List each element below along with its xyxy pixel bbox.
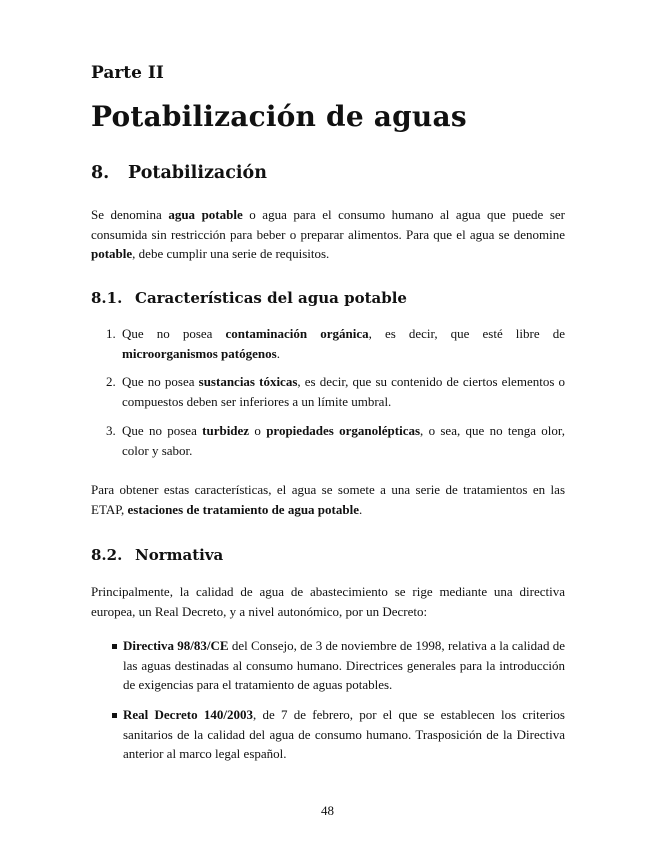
- section-title: Características del agua potable: [135, 289, 407, 307]
- text-run: , es decir, que esté libre de: [368, 326, 565, 341]
- text-run: , de 7 de febrero, por el que se establecen los criterios sanitarios de la calidad del agua de consumo humano. Trasposición de la Directiva anterior al marco legal español.: [123, 707, 565, 761]
- bold-term: Real Decreto 140/2003: [123, 707, 253, 722]
- bold-term: agua potable: [168, 207, 243, 222]
- section-title: Potabilización: [128, 163, 267, 183]
- text-run: .: [276, 345, 280, 361]
- text-run: .: [358, 501, 363, 517]
- section-8-2-intro: Principalmente, la calidad de agua de abastecimiento se rige mediante una directiva europea, un Real Decreto, y a nivel autonómico, por un Decreto:: [91, 584, 565, 619]
- list-item: [106, 324, 565, 363]
- bullet-square-icon: [112, 644, 117, 649]
- list-item: [106, 372, 565, 411]
- list-item: [108, 636, 565, 695]
- text-run: Se denomina: [91, 207, 169, 222]
- text-run: , debe cumplir una serie de requisitos.: [132, 246, 330, 261]
- list-item: [106, 421, 565, 460]
- list-marker: 1.: [106, 326, 116, 341]
- section-8-heading: [91, 163, 267, 183]
- section-number: 8.: [91, 163, 110, 183]
- section-title: Normativa: [135, 546, 224, 564]
- section-8-1-heading: [91, 289, 407, 307]
- text-run: o: [249, 423, 267, 438]
- text-run: del Consejo, de 3 de noviembre de 1998, relativa a la calidad de las aguas destinadas al consumo humano. Directrices generales para la introducción de exigencias para el tratamiento de aguas potables.: [123, 638, 565, 692]
- part-title: Potabilización de aguas: [91, 100, 467, 133]
- text-run: , o sea, que no tenga olor, color y sabor.: [122, 423, 565, 458]
- bold-term: sustancias tóxicas: [198, 374, 298, 389]
- list-marker: 2.: [106, 374, 116, 389]
- bold-term: contaminación orgánica: [225, 326, 369, 341]
- bold-term: microorganismos patógenos: [122, 345, 277, 361]
- bold-term: estaciones de tratamiento de agua potable: [127, 501, 359, 517]
- text-run: o agua para el consumo humano al agua que puede ser consumida sin restricción para beber o preparar alimentos. Para que el agua se denomine: [91, 207, 565, 242]
- part-label: Parte II: [91, 63, 164, 83]
- bold-term: propiedades organolépticas: [266, 423, 421, 438]
- bullet-square-icon: [112, 713, 117, 718]
- page-number: 48: [321, 803, 334, 818]
- section-8-intro: [91, 205, 565, 264]
- bold-term: potable: [91, 246, 133, 261]
- section-number: 8.1.: [91, 289, 123, 307]
- text-run: Que no posea: [122, 423, 203, 438]
- text-run: Para obtener estas características, el agua se somete a una serie de tratamientos en las ETAP,: [91, 482, 565, 517]
- text-run: Que no posea: [122, 326, 226, 341]
- list-item: [108, 705, 565, 764]
- section-number: 8.2.: [91, 546, 123, 564]
- list-marker: 3.: [106, 423, 116, 438]
- bold-term: Directiva 98/83/CE: [123, 638, 229, 653]
- section-8-1-closing: [91, 480, 565, 519]
- bold-term: turbidez: [202, 423, 250, 438]
- text-run: Que no posea: [122, 374, 199, 389]
- section-8-2-heading: [91, 546, 223, 564]
- text-run: , es decir, que su contenido de ciertos elementos o compuestos deben ser inferiores a un límite umbral.: [122, 374, 566, 409]
